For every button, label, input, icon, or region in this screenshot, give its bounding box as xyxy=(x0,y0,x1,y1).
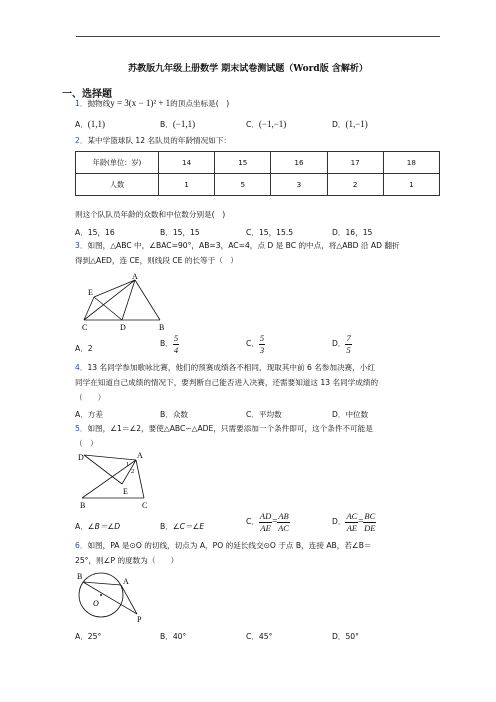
label-a: A xyxy=(123,577,129,586)
label-2: 2 xyxy=(131,468,135,475)
q4-line1: 4．13 名同学参加歌咏比赛，他们的预赛成绩各不相同，现取其中前 6 名参加决赛，小红 xyxy=(75,363,375,372)
label-b: B xyxy=(159,323,165,332)
q4-option-d[interactable]: D．中位数 xyxy=(332,410,369,419)
label-d: D xyxy=(78,453,84,462)
document-title: 苏教版九年级上册数学 期末试卷测试题（Word版 含解析） xyxy=(128,64,368,74)
table-cell: 14 xyxy=(159,152,215,174)
label-b: B xyxy=(77,572,83,581)
q6-line2: 25°，则∠P 的度数为（ ） xyxy=(75,556,179,565)
q4-option-b[interactable]: B．众数 xyxy=(160,410,188,419)
section-heading: 一、选择题 xyxy=(62,89,112,100)
q1-option-b[interactable]: B．(−1,1) xyxy=(160,119,196,129)
label-a: A xyxy=(132,272,138,281)
q1-stem xyxy=(75,99,229,109)
label-p: P xyxy=(137,615,142,624)
q2-option-a[interactable]: A．15，16 xyxy=(75,228,115,237)
q2-option-c[interactable]: C．15，15.5 xyxy=(246,228,294,237)
label-b: B xyxy=(80,501,86,510)
segment-ad xyxy=(122,280,135,320)
q2-option-d[interactable]: D．16，15 xyxy=(332,228,373,237)
q6-option-a[interactable]: A．25° xyxy=(75,632,102,641)
segment-de xyxy=(84,455,122,484)
label-e: E xyxy=(88,288,93,297)
label-c: C xyxy=(82,323,88,332)
segment-ab xyxy=(135,280,160,320)
label-1: 1 xyxy=(126,461,130,468)
q5-option-b[interactable]: B．∠C＝∠E xyxy=(160,522,205,531)
label-e: E xyxy=(123,487,128,496)
q4-line2: 同学在知道自己成绩的情况下，要判断自己能否进入决赛，还需要知道这 13 名同学成绩的 xyxy=(75,378,379,387)
q6-option-d[interactable]: D．50° xyxy=(332,632,359,641)
q3-option-d[interactable]: D． $\frac{7}{5}$ xyxy=(332,333,351,355)
header-rule xyxy=(76,36,440,37)
q1-option-d[interactable]: D．(1,−1) xyxy=(332,119,368,129)
q2-number: 2． xyxy=(75,136,88,145)
q5-option-d[interactable]: D． $\frac{AC}{AE}$ = $\frac{BC}{DE}$ xyxy=(332,511,376,533)
table-cell: 2 xyxy=(327,174,383,196)
table-cell: 人数 xyxy=(76,174,159,196)
table-cell: 3 xyxy=(271,174,327,196)
q1-number: 1． xyxy=(75,99,88,108)
q4-option-a[interactable]: A．方差 xyxy=(75,410,103,419)
segment-ae xyxy=(94,280,135,297)
q6-option-b[interactable]: B．40° xyxy=(160,632,187,641)
center-point xyxy=(100,594,102,596)
table-cell: 1 xyxy=(159,174,215,196)
table-cell: 16 xyxy=(271,152,327,174)
segment-ca xyxy=(84,280,135,320)
label-c: C xyxy=(142,501,148,510)
q1-option-c[interactable]: C．(−1,−1) xyxy=(246,119,287,129)
q3-figure xyxy=(80,273,180,333)
q5-line1: 5．如图，∠1＝∠2，要使△ABC∽△ADE，只需要添加一个条件即可，这个条件不可能是 xyxy=(75,424,373,433)
q3-option-c[interactable]: C． $\frac{5}{3}$ xyxy=(246,333,265,355)
table-row xyxy=(76,152,440,174)
q5-option-a[interactable]: A．∠B＝∠D xyxy=(75,522,121,531)
label-d: D xyxy=(120,323,126,332)
table-cell: 5 xyxy=(215,174,271,196)
q5-line2: （ ） xyxy=(75,439,98,448)
label-o: O xyxy=(93,599,99,608)
q4-line3: （ ） xyxy=(75,393,106,402)
q2-question: 则这个队队员年龄的众数和中位数分别是( ) xyxy=(75,210,226,219)
segment-da xyxy=(84,455,136,460)
q3-option-a[interactable]: A．2 xyxy=(75,344,93,353)
segment-ac xyxy=(136,460,144,498)
q3-line2: 得到△AED，连 CE，则线段 CE 的长等于（ ） xyxy=(75,256,239,265)
q2-stem xyxy=(75,137,231,145)
q1-formula: y = 3(x − 1)² + 1 xyxy=(110,98,171,108)
table-cell: 1 xyxy=(383,174,439,196)
table-cell: 年龄(单位：岁) xyxy=(76,152,159,174)
q1-text-before: 抛物线 xyxy=(87,99,111,108)
segment-bp xyxy=(83,582,137,614)
age-table xyxy=(75,151,440,196)
q2-option-b[interactable]: B．15，15 xyxy=(160,228,200,237)
table-cell: 17 xyxy=(327,152,383,174)
table-cell: 15 xyxy=(215,152,271,174)
q6-option-c[interactable]: C．45° xyxy=(246,632,273,641)
table-cell: 18 xyxy=(383,152,439,174)
q5-figure xyxy=(78,452,158,510)
segment-ba xyxy=(83,582,121,585)
q6-line1: 6．如图，PA 是⊙O 的切线，切点为 A，PO 的延长线交⊙O 于点 B，连接 AB，若∠B＝ xyxy=(75,541,372,550)
q2-text: 某中学篮球队 12 名队员的年龄情况如下： xyxy=(87,136,232,145)
q5-option-c[interactable]: C． $\frac{AD}{AE}$ = $\frac{AB}{AC}$ xyxy=(246,511,289,533)
q3-option-b[interactable]: B． $\frac{5}{4}$ xyxy=(160,333,179,355)
q3-line1: 3．如图，△ABC 中，∠BAC=90°，AB=3，AC=4，点 D 是 BC 的中点，将△ABD 沿 AD 翻折 xyxy=(75,241,400,250)
table-row xyxy=(76,174,440,196)
q4-option-c[interactable]: C．平均数 xyxy=(246,410,282,419)
q1-text-after: 的顶点坐标是( ) xyxy=(170,99,230,108)
q1-option-a[interactable]: A．(1,1) xyxy=(75,119,106,129)
label-a: A xyxy=(137,451,143,460)
q6-figure xyxy=(76,569,156,625)
